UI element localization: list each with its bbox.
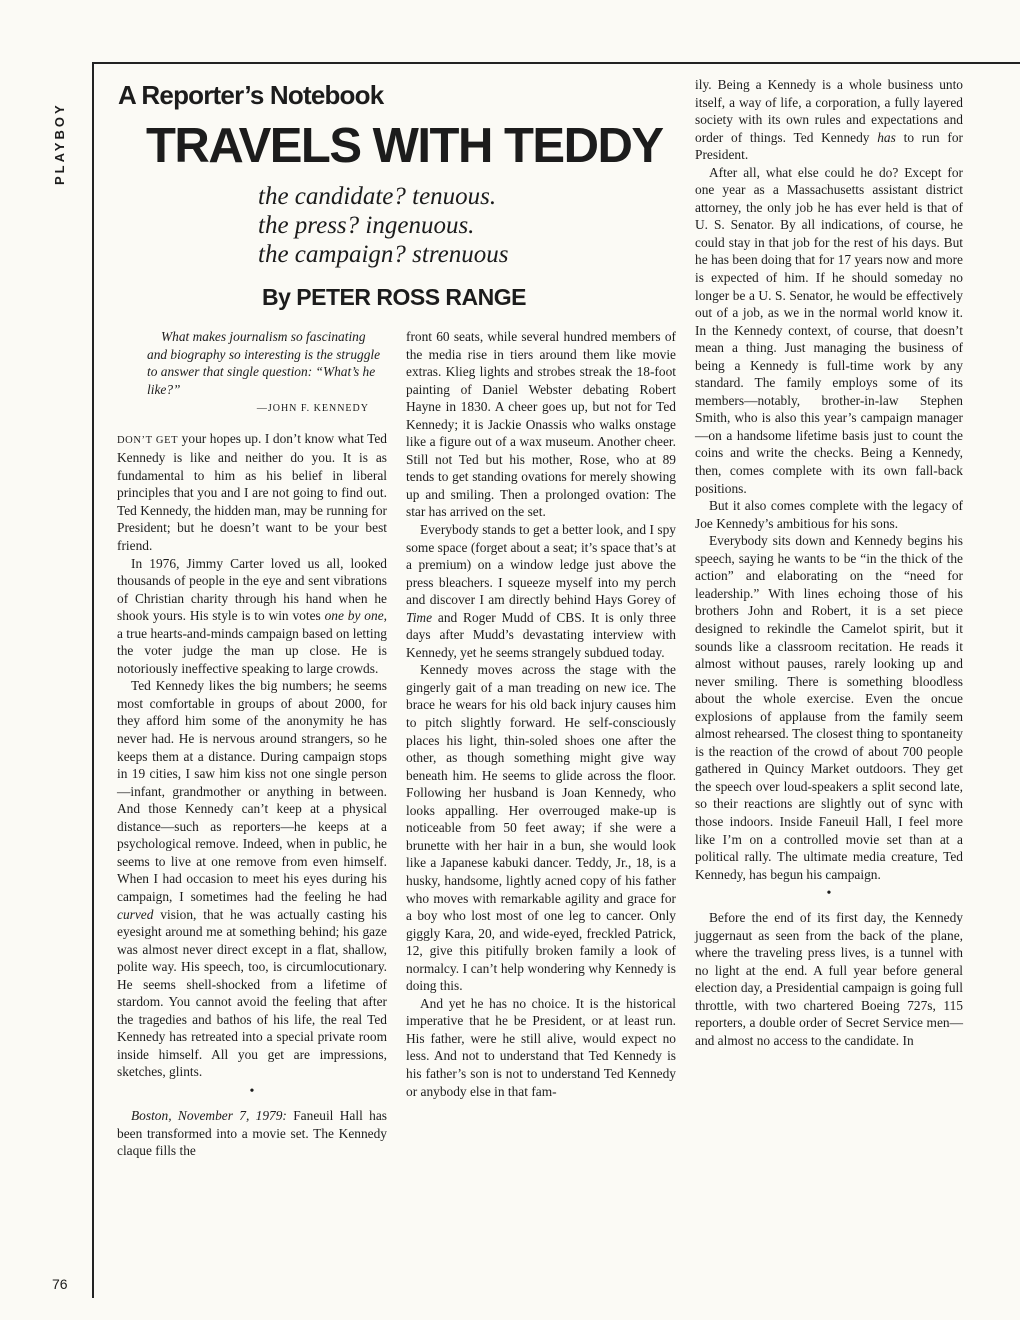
- paragraph-text: Faneuil Hall has been transformed into a movie set. The Kennedy claque fills the: [117, 1107, 387, 1159]
- deck-line: the campaign? strenuous: [258, 241, 509, 268]
- article-byline: By PETER ROSS RANGE: [262, 284, 526, 310]
- section-bullet: •: [826, 886, 832, 902]
- emphasis-text: has: [877, 129, 896, 145]
- body-paragraph: front 60 seats, while several hundred members of the media rise in tiers around them like movie extras. Klieg lights and strobes streak the 18-foot painting of Daniel Webster debating Robert Hayne in 1830. A cheer goes up, but not for Ted Kennedy; it is Jackie Onassis who walks onstage like a figure out of a wax museum. Another cheer. Still not Ted but his mother, Rose, who at 89 tends to get standing ovations for merely showing up and smiling. Then a prolonged ovation: The star has arrived on the set.: [406, 329, 676, 520]
- paragraph-text: vision, that he was actually casting his eyesight around me at something behind; his gaze was almost never direct except in a flat, shallow, polite way. His speech, too, is circumlocutionary. He seems shell-shocked from a lifetime of stardom. You cannot avoid the feeling that after the tragedies and bathos of his life, the real Ted Kennedy has retreated into a special private room inside himself. All you get are impressions, sketches, glints.: [117, 906, 387, 1080]
- body-paragraph: Kennedy moves across the stage with the gingerly gait of a man treading on new ice. The brace he wears for his old back injury causes him to pitch slightly forward. He self-consciously places his light, thin-soled shoes one after the other, as though something might give way beneath him. He seems to glide across the floor. Following her husband is Joan Kennedy, who looks appalling. Her overrouged make-up is noticeable from 50 feet away; if she were a brunette with her hair in a bun, she would look like a Japanese kabuki dancer. Teddy, Jr., 18, is a husky, handsome, lightly acned copy of his father who moves with remarkable agility and grace for a boy who lost most of one leg to cancer. Only giggly Kara, 20, and wide-eyed, freckled Patrick, 12, give this pitifully broken family a look of normalcy. I can’t help wondering why Kennedy is doing this.: [406, 662, 676, 994]
- body-paragraph: [117, 1107, 387, 1160]
- body-paragraph: [117, 430, 387, 555]
- body-paragraph: But it also comes complete with the legacy of Joe Kennedy’s ambitious for his sons.: [695, 498, 963, 531]
- lead-in-smallcaps: DON’T GET: [117, 434, 179, 446]
- paragraph-text: In 1976, Jimmy Carter loved us all, looked thousands of people in the eye and sent vibrations of Christian charity through his hand when he shook yours. His style is to win votes: [117, 555, 387, 624]
- section-bullet: •: [249, 1083, 255, 1099]
- magazine-name-sidebar: PLAYBOY: [52, 102, 67, 186]
- paragraph-text: to run for President.: [695, 129, 963, 163]
- article-deck: [258, 182, 658, 269]
- page-frame-top-rule: [92, 62, 1020, 64]
- article-kicker: A Reporter’s Notebook: [118, 80, 384, 110]
- emphasis-text: Time: [406, 609, 433, 625]
- paragraph-text: Everybody stands to get a better look, and I spy some space (forget about a seat; it’s space that’s at a premium) on a window ledge just above the press bleachers. I squeeze myself into my perch and discover I am directly behind Hays Gorey of: [406, 522, 676, 608]
- paragraph-text: ily. Being a Kennedy is a whole business unto itself, a way of life, a corporation, a fully layered society with its own rules and expectations and order of things. Ted Kennedy: [695, 77, 963, 145]
- body-paragraph: [117, 677, 387, 1081]
- emphasis-text: one by one,: [324, 608, 387, 624]
- body-paragraph: Everybody sits down and Kennedy begins his speech, saying he wants to be “in the thick of the action” and elaborating on the “need for leadership.” With lines echoing those of his brothers John and Robert, it is a set piece designed to rekindle the Camelot spirit, but it sounds like a classroom recitation. He reads it almost without pauses, rarely looking up and never smiling. There is something bloodless about the whole exercise. Even the oncue explosions of applause from the family seem almost rehearsed. The closest thing to spontaneity is the reaction of the crowd of about 700 people gathered in Quincy Market outdoors. They get the speech over loud-speakers a split second late, so their reactions are slightly out of sync with those indoors. Inside Faneuil Hall, I feel more like I’m on a controlled movie set than at a political rally. The ultimate media creature, Ted Kennedy, has begun his campaign.: [695, 533, 963, 882]
- dateline-text: Boston, November 7, 1979:: [131, 1107, 287, 1123]
- body-paragraph: [117, 555, 387, 678]
- body-paragraph: [695, 76, 963, 164]
- page-number: 76: [52, 1276, 68, 1292]
- body-column-1: [117, 328, 387, 1160]
- paragraph-text: and Roger Mudd of CBS. It is only three days after Mudd’s devastating interview with Kennedy, yet he seems strangely subdued today.: [406, 609, 676, 660]
- paragraph-text: your hopes up. I don’t know what Ted Kennedy is like and neither do you. It is as fundamental to him as his belief in liberal principles that you and I are not going to find out. Ted Kennedy, the hidden man, may be running for President; but he doesn’t want to be your best friend.: [117, 430, 388, 554]
- deck-line: the press? ingenuous.: [258, 212, 475, 239]
- deck-line: the candidate? tenuous.: [258, 183, 497, 210]
- epigraph-quote: What makes journalism so fascinating and biography so interesting is the struggle to answer that single question: “What’s he like?”: [147, 329, 381, 397]
- emphasis-text: curved: [117, 906, 154, 922]
- article-headline: TRAVELS WITH TEDDY: [146, 119, 663, 173]
- body-paragraph: After all, what else could he do? Except for one year as a Massachusetts assistant district attorney, the only job he has ever held is that of U. S. Senator. By all indications, of course, he could stay in that job for the rest of his days. But he has been doing that for 17 years now and more is expected of him. If he should someday no longer be a U. S. Senator, he would be effectively out of a job, as we in the normal world know it. In the Kennedy context, of course, that doesn’t mean a thing. Just managing the business of being a Kennedy is full-time work by any standard. The family employs some of its members—notably, brother-in-law Stephen Smith, who is also this year’s campaign manager—on a handsome lifetime basis just to count the coins and write the checks. Being a Kennedy, then, comes complete with its own fall-back positions.: [695, 164, 963, 496]
- body-column-2: [406, 328, 676, 1100]
- epigraph-source: —JOHN F. KENNEDY: [256, 403, 369, 415]
- paragraph-text: a true hearts-and-minds campaign based on letting the voter judge the man up close. He is notoriously ineffective speaking to large crowds.: [117, 625, 387, 676]
- page-frame-left-rule: [92, 62, 94, 1298]
- body-paragraph: [406, 521, 676, 661]
- paragraph-text: Ted Kennedy likes the big numbers; he seems most comfortable in groups of about 2000, for they afford him some of the anonymity he has never had. He is nervous around strangers, so he keeps them at a distance. During campaign stops in 19 cities, I saw him kiss not one single person—infant, grandmother or anything in between. And those Kennedy can’t keep at a physical distance—such as reporters—he keeps at a psychological remove. Indeed, when in public, he seems to live at one remove from even himself. When I had occasion to meet his eyes during his campaign, I sometimes had the feeling he had: [117, 678, 387, 904]
- body-paragraph: And yet he has no choice. It is the historical imperative that he be President, or at least run. His father, were he still alive, would expect no less. And not to understand that Ted Kennedy is his father’s son is not to understand Ted Kennedy or anybody else in that fam-: [406, 995, 676, 1099]
- body-column-3: [695, 76, 963, 1050]
- body-paragraph: Before the end of its first day, the Kennedy juggernaut as seen from the back of the plane, where the traveling press lives, is a tunnel with no light at the end. A full year before general election day, a Presidential campaign is going full throttle, with two chartered Boeing 727s, 115 reporters, a double order of Secret Service men—and almost no access to the candidate. In: [695, 910, 963, 1048]
